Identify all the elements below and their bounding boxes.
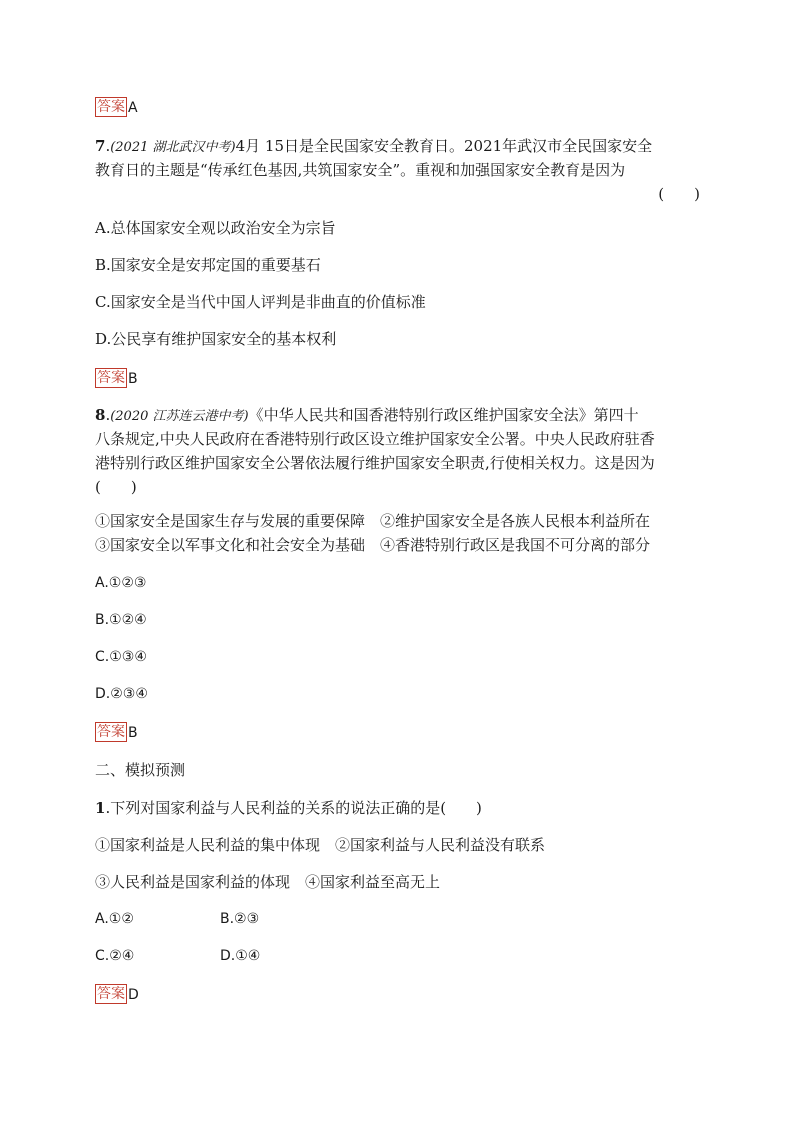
q8-line-3: 港特别行政区维护国家安全公署依法履行维护国家安全职责,行使相关权力。这是因为: [95, 454, 655, 472]
q7-option-c: C.国家安全是当代中国人评判是非曲直的价值标准: [95, 293, 426, 311]
question-number: 8: [95, 406, 106, 424]
section-title: 二、模拟预测: [95, 761, 186, 779]
question-number: 7: [95, 137, 106, 155]
answer-line-3: [95, 722, 138, 743]
p1-options-row-2: [95, 946, 495, 966]
answer-badge: 答案: [97, 370, 125, 386]
q8-option-d: D.②③④: [95, 686, 148, 702]
q8-option-b: B.①②④: [95, 612, 147, 628]
q8-line-1: 8.(2020 江苏连云港中考)《中华人民共和国香港特别行政区维护国家安全法》第四十: [95, 406, 639, 424]
answer-value: B: [128, 371, 138, 387]
answer-badge: 答案: [97, 986, 125, 1002]
answer-value: A: [128, 100, 138, 116]
answer-paren: ( ): [95, 478, 137, 496]
question-source: (2020 江苏连云港中考): [110, 409, 249, 424]
question-number: 1: [95, 799, 106, 817]
p1-options-row-1: [95, 909, 495, 929]
q7-option-a: A.总体国家安全观以政治安全为宗旨: [95, 219, 336, 237]
p1-option-d: D.①④: [220, 948, 261, 964]
p1-stem: [95, 798, 482, 818]
q8-option-c: C.①③④: [95, 649, 147, 665]
answer-badge: 答案: [97, 724, 125, 740]
q8-option-a: A.①②③: [95, 575, 147, 591]
answer-value: D: [128, 987, 139, 1003]
question-text: 《中华人民共和国香港特别行政区维护国家安全法》第四十: [248, 406, 639, 424]
answer-badge: 答案: [97, 99, 125, 115]
answer-line-2: [95, 368, 138, 389]
answer-value: B: [128, 725, 138, 741]
p1-statements-1: ①国家利益是人民利益的集中体现 ②国家利益与人民利益没有联系: [95, 836, 546, 854]
q8-statements-1: ①国家安全是国家生存与发展的重要保障 ②维护国家安全是各族人民根本利益所在: [95, 512, 651, 530]
q7-option-b: B.国家安全是安邦定国的重要基石: [95, 256, 321, 274]
p1-option-c: C.②④: [95, 948, 135, 964]
q8-statements-2: ③国家安全以军事文化和社会安全为基础 ④香港特别行政区是我国不可分离的部分: [95, 536, 651, 554]
q7-line-1: 7.(2021 湖北武汉中考)4月 15日是全民国家安全教育日。2021年武汉市全民国家安全: [95, 137, 653, 155]
q8-line-2: 八条规定,中央人民政府在香港特别行政区设立维护国家安全公署。中央人民政府驻香: [95, 430, 655, 448]
answer-line-1: [95, 97, 138, 118]
p1-statements-2: ③人民利益是国家利益的体现 ④国家利益至高无上: [95, 873, 441, 891]
question-text: .下列对国家利益与人民利益的关系的说法正确的是( ): [105, 799, 482, 817]
p1-option-a: A.①②: [95, 911, 134, 927]
answer-paren: ( ): [658, 185, 700, 203]
q7-option-d: D.公民享有维护国家安全的基本权利: [95, 330, 337, 348]
answer-line-4: [95, 984, 139, 1005]
p1-option-b: B.②③: [220, 911, 260, 927]
question-text: 4月 15日是全民国家安全教育日。2021年武汉市全民国家安全: [235, 137, 653, 155]
question-source: (2021 湖北武汉中考): [110, 140, 236, 155]
q7-line-2: 教育日的主题是“传承红色基因,共筑国家安全”。重视和加强国家安全教育是因为: [95, 161, 626, 179]
